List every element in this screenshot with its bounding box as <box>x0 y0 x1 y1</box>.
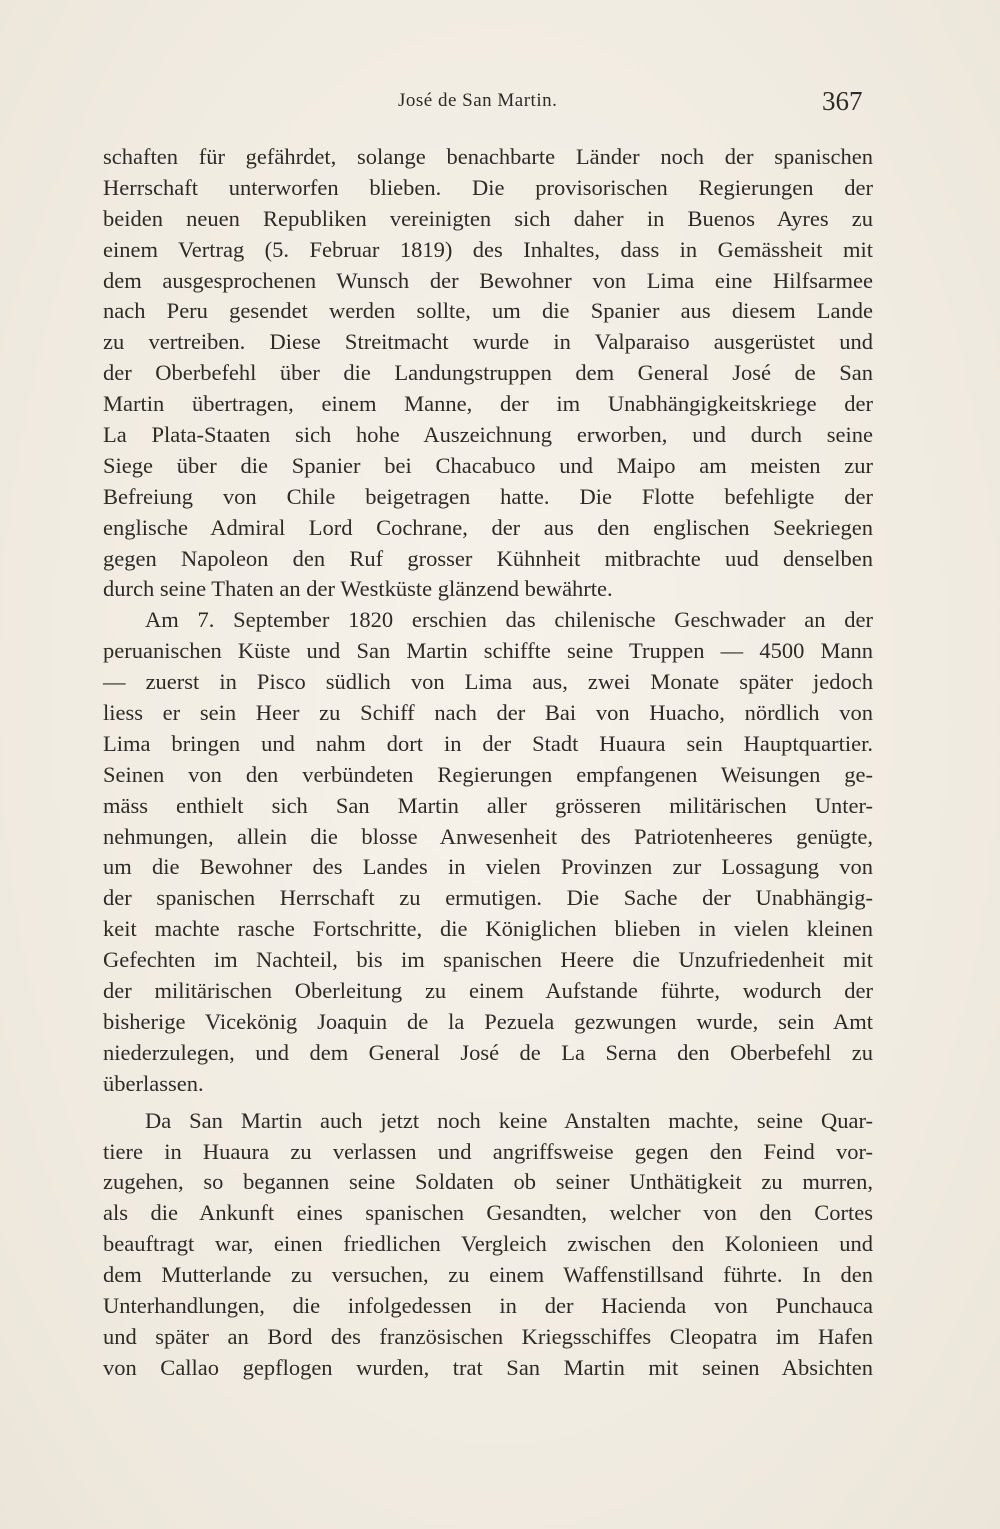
text-line: beiden neuen Republiken vereinigten sich daher in Buenos Ayres zu <box>103 205 873 231</box>
text-line: beauftragt war, einen friedlichen Vergleich zwischen den Kolonieen und <box>103 1231 873 1257</box>
text-line: nehmungen, allein die blosse Anwesenheit des Patriotenheeres genügte, <box>103 823 873 849</box>
page-number: 367 <box>822 86 863 116</box>
text-line: dem Mutterlande zu versuchen, zu einem Waffenstillsand führte. In den <box>103 1262 873 1288</box>
text-line: liess er sein Heer zu Schiff nach der Bai von Huacho, nördlich von <box>103 700 873 726</box>
text-line: als die Ankunft eines spanischen Gesandten, welcher von den Cortes <box>103 1200 873 1226</box>
text-line: peruanischen Küste und San Martin schiffte seine Truppen — 4500 Mann <box>103 638 873 664</box>
text-line: keit machte rasche Fortschritte, die Königlichen blieben in vielen kleinen <box>103 916 873 942</box>
text-line: einem Vertrag (5. Februar 1819) des Inhaltes, dass in Gemässheit mit <box>103 236 873 262</box>
text-line: bisherige Vicekönig Joaquin de la Pezuela gezwungen wurde, sein Amt <box>103 1008 873 1034</box>
paragraph-end-line: überlassen. <box>103 1070 204 1096</box>
text-line: nach Peru gesendet werden sollte, um die Spanier aus diesem Lande <box>103 298 873 324</box>
text-line: niederzulegen, und dem General José de La Serna den Oberbefehl zu <box>103 1039 873 1065</box>
running-head: José de San Martin. <box>398 90 558 111</box>
text-line: — zuerst in Pisco südlich von Lima aus, zwei Monate später jedoch <box>103 669 873 695</box>
text-line: und später an Bord des französischen Kriegsschiffes Cleopatra im Hafen <box>103 1323 873 1349</box>
body-text <box>103 142 873 1384</box>
text-line: der spanischen Herrschaft zu ermutigen. Die Sache der Unabhängig- <box>103 885 873 911</box>
text-line: mäss enthielt sich San Martin aller grösseren militärischen Unter- <box>103 792 873 818</box>
text-line: Siege über die Spanier bei Chacabuco und Maipo am meisten zur <box>103 452 873 478</box>
text-line: von Callao gepflogen wurden, trat San Martin mit seinen Absichten <box>103 1354 873 1380</box>
text-line: der militärischen Oberleitung zu einem Aufstande führte, wodurch der <box>103 978 873 1004</box>
text-line: der Oberbefehl über die Landungstruppen dem General José de San <box>103 360 873 386</box>
text-line: dem ausgesprochenen Wunsch der Bewohner von Lima eine Hilfsarmee <box>103 267 873 293</box>
text-line: Lima bringen und nahm dort in der Stadt Huaura sein Hauptquartier. <box>103 730 873 756</box>
text-line: La Plata-Staaten sich hohe Auszeichnung erworben, und durch seine <box>103 422 873 448</box>
paragraph-start-line: Da San Martin auch jetzt noch keine Anstalten machte, seine Quar- <box>145 1107 873 1133</box>
text-line: gegen Napoleon den Ruf grosser Kühnheit mitbrachte uud denselben <box>103 545 873 571</box>
text-line: schaften für gefährdet, solange benachbarte Länder noch der spanischen <box>103 144 873 169</box>
text-line: Martin übertragen, einem Manne, der im Unabhängigkeitskriege der <box>103 391 873 417</box>
text-line: englische Admiral Lord Cochrane, der aus den englischen Seekriegen <box>103 514 873 540</box>
text-line: Herrschaft unterworfen blieben. Die provisorischen Regierungen der <box>103 174 873 200</box>
text-line: Befreiung von Chile beigetragen hatte. Die Flotte befehligte der <box>103 483 873 509</box>
paragraph-end-line: durch seine Thaten an der Westküste glänzend bewährte. <box>103 576 613 602</box>
text-line: Unterhandlungen, die infolgedessen in der Hacienda von Punchauca <box>103 1292 873 1318</box>
text-line: zu vertreiben. Diese Streitmacht wurde in Valparaiso ausgerüstet und <box>103 329 873 355</box>
text-line: um die Bewohner des Landes in vielen Provinzen zur Lossagung von <box>103 854 873 880</box>
text-line: zugehen, so begannen seine Soldaten ob seiner Unthätigkeit zu murren, <box>103 1169 873 1195</box>
text-line: Gefechten im Nachteil, bis im spanischen Heere die Unzufriedenheit mit <box>103 947 873 973</box>
text-line: Seinen von den verbündeten Regierungen empfangenen Weisungen ge- <box>103 761 873 787</box>
paragraph-start-line: Am 7. September 1820 erschien das chilenische Geschwader an der <box>145 607 873 633</box>
text-line: tiere in Huaura zu verlassen und angriffsweise gegen den Feind vor- <box>103 1138 873 1164</box>
